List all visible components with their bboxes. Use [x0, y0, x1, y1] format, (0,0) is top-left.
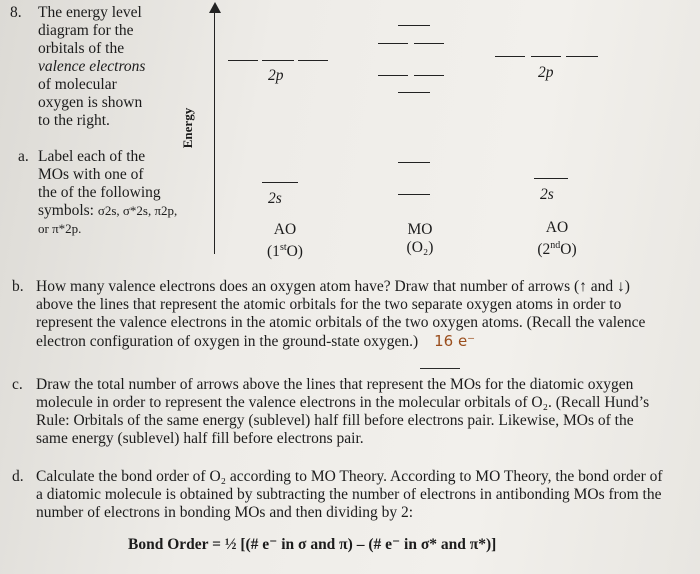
qb-line-last	[36, 332, 692, 351]
q8-line: oxygen is shown	[38, 94, 143, 111]
qa-symbols-lead: symbols:	[38, 202, 94, 219]
axis-arrowhead-icon	[208, 2, 222, 14]
question-letter: a.	[18, 148, 29, 165]
ao1-title: AO	[273, 221, 297, 238]
answer-underline	[420, 368, 460, 369]
qb-line: above the lines that represent the atomic orbitals for the two separate oxygen atoms in order to	[36, 296, 622, 313]
energy-axis-label: Energy	[180, 107, 195, 149]
question-8	[10, 4, 180, 130]
qa-symbols-last: or π*2p.	[38, 221, 82, 236]
qb-line: represent the valence electrons in the atomic orbitals of the two oxygen atoms. (Recall the valence	[36, 314, 646, 331]
ao1-2p-orbital	[298, 60, 328, 61]
energy-axis	[214, 8, 215, 254]
question-a	[18, 148, 208, 238]
qc-line: molecule in order to represent the valence electrons in the molecular orbitals of O₂. (Recall Hund’s	[36, 394, 650, 411]
qc-line: Draw the total number of arrows above the lines that represent the MOs for the diatomic oxygen	[36, 376, 634, 393]
mo-orbital	[398, 92, 430, 93]
mo-subtitle: (O₂)	[406, 239, 434, 256]
ao1-heading	[255, 221, 315, 261]
ao2-heading	[527, 219, 587, 259]
mo-orbital	[398, 25, 430, 26]
ao2-2s-label: 2s	[540, 186, 554, 203]
ao2-subtitle: (2ndO)	[537, 240, 577, 258]
q8-line: The energy level	[38, 4, 142, 21]
mo-orbital	[398, 194, 430, 195]
qa-line: Label each of the	[38, 148, 146, 165]
question-letter: d.	[12, 468, 24, 485]
qd-line: a diatomic molecule is obtained by subtracting the number of electrons in antibonding MOs from the	[36, 486, 662, 503]
question-d	[12, 468, 698, 522]
qa-symbols-line	[38, 202, 208, 220]
question-c	[12, 376, 692, 448]
question-b	[12, 278, 692, 351]
ao1-2s-label: 2s	[268, 190, 282, 207]
ao1-subtitle: (1stO)	[267, 242, 303, 260]
bond-order-formula: Bond Order = ½ [(# e⁻ in σ and π) – (# e⁻ in σ* and π*)]	[128, 536, 497, 553]
q8-line: valence electrons	[38, 58, 146, 75]
mo-orbital	[378, 43, 408, 44]
ao2-2p-orbital	[566, 56, 598, 57]
mo-heading	[390, 221, 450, 257]
qb-line: electron configuration of oxygen in the ground-state oxygen.)	[36, 333, 419, 350]
ao1-2s-orbital	[262, 182, 298, 183]
ao2-2p-orbital	[495, 56, 525, 57]
qa-line: the of the following	[38, 184, 161, 201]
qd-line: number of electrons in bonding MOs and then dividing by 2:	[36, 504, 414, 521]
q8-line: orbitals of the	[38, 40, 125, 57]
q8-line: to the right.	[38, 112, 110, 129]
question-number: 8.	[10, 4, 22, 21]
qa-symbols: σ2s, σ*2s, π2p,	[97, 203, 178, 218]
mo-orbital	[414, 43, 444, 44]
qb-line: How many valence electrons does an oxygen atom have? Draw that number of arrows (↑ and ↓)	[36, 278, 630, 295]
mo-title: MO	[407, 221, 433, 238]
question-letter: c.	[12, 376, 23, 393]
ao1-2p-label: 2p	[268, 67, 284, 84]
q8-line: diagram for the	[38, 22, 134, 39]
qa-line: MOs with one of	[38, 166, 144, 183]
ao2-2p-label: 2p	[538, 64, 554, 81]
mo-orbital	[414, 75, 444, 76]
qd-line: Calculate the bond order of O₂ according to MO Theory. According to MO Theory, the bond order of	[36, 468, 663, 485]
ao2-2p-orbital	[531, 56, 561, 57]
ao1-2p-orbital	[262, 60, 294, 61]
ao2-title: AO	[545, 219, 569, 236]
mo-orbital	[398, 162, 430, 163]
ao1-2p-orbital	[228, 60, 258, 61]
qc-line: Rule: Orbitals of the same energy (sublevel) half fill before electrons pair. Likewise, MOs of the	[36, 412, 634, 429]
ao2-2s-orbital	[534, 178, 568, 179]
handwritten-answer: 16 e⁻	[434, 332, 476, 350]
mo-orbital	[378, 75, 408, 76]
question-letter: b.	[12, 278, 24, 295]
q8-line: of molecular	[38, 76, 117, 93]
qc-line: same energy (sublevel) half fill before electrons pair.	[36, 430, 364, 447]
